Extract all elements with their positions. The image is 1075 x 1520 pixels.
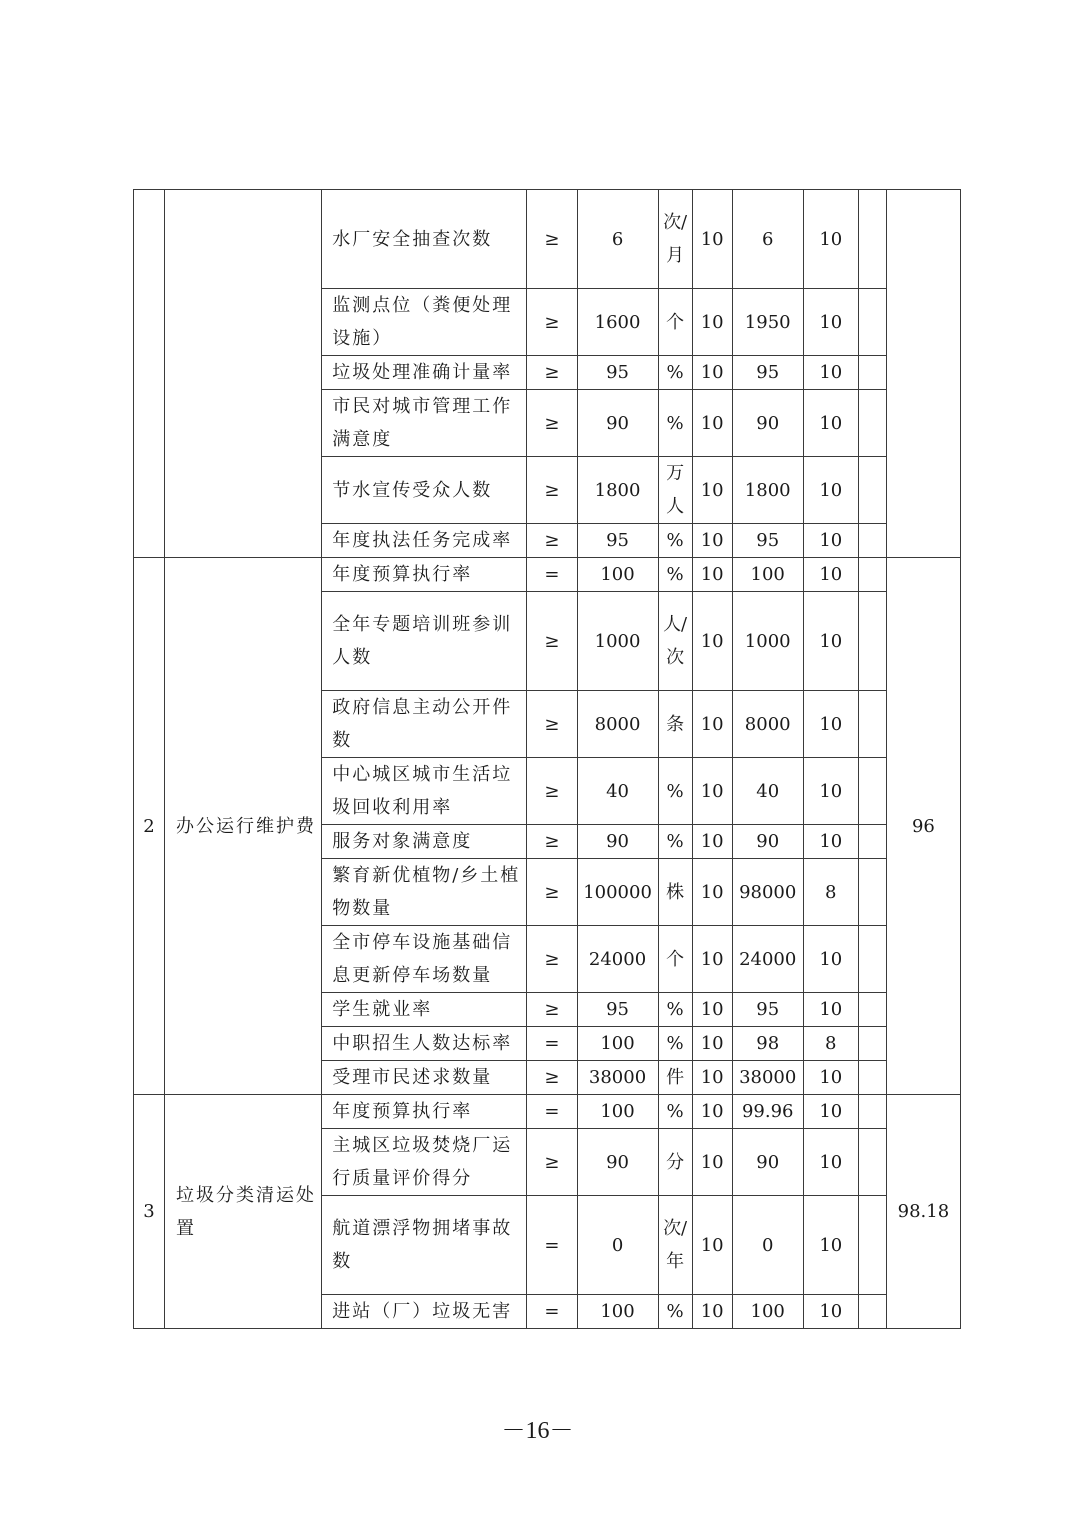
- actual-value-cell: 90: [732, 390, 803, 457]
- operator-cell: ≥: [527, 825, 577, 859]
- project-score-cell: 98.18: [886, 1095, 960, 1329]
- project-name-cell: 垃圾分类清运处置: [165, 1095, 322, 1329]
- target-value-cell: 100: [577, 558, 658, 592]
- table-row: [134, 190, 961, 289]
- indicator-cell: 进站（厂）垃圾无害: [322, 1295, 527, 1329]
- operator-cell: ≥: [527, 524, 577, 558]
- operator-cell: ≥: [527, 691, 577, 758]
- weight-cell: 10: [692, 859, 732, 926]
- target-value-cell: 95: [577, 993, 658, 1027]
- indicator-cell: 服务对象满意度: [322, 825, 527, 859]
- operator-cell: ≥: [527, 758, 577, 825]
- actual-value-cell: 1950: [732, 289, 803, 356]
- operator-cell: ≥: [527, 1129, 577, 1196]
- actual-value-cell: 100: [732, 558, 803, 592]
- note-cell: [858, 457, 886, 524]
- operator-cell: =: [527, 1196, 577, 1295]
- indicator-cell: 政府信息主动公开件数: [322, 691, 527, 758]
- unit-cell: 条: [658, 691, 692, 758]
- operator-cell: =: [527, 558, 577, 592]
- table-row: [134, 1095, 961, 1129]
- target-value-cell: 38000: [577, 1061, 658, 1095]
- actual-value-cell: 6: [732, 190, 803, 289]
- target-value-cell: 40: [577, 758, 658, 825]
- indicator-score-cell: 10: [803, 592, 858, 691]
- indicator-score-cell: 10: [803, 390, 858, 457]
- weight-cell: 10: [692, 1061, 732, 1095]
- actual-value-cell: 99.96: [732, 1095, 803, 1129]
- unit-cell: 株: [658, 859, 692, 926]
- target-value-cell: 100000: [577, 859, 658, 926]
- actual-value-cell: 90: [732, 1129, 803, 1196]
- weight-cell: 10: [692, 1295, 732, 1329]
- actual-value-cell: 95: [732, 993, 803, 1027]
- actual-value-cell: 24000: [732, 926, 803, 993]
- weight-cell: 10: [692, 1095, 732, 1129]
- actual-value-cell: 100: [732, 1295, 803, 1329]
- unit-cell: %: [658, 825, 692, 859]
- indicator-score-cell: 10: [803, 926, 858, 993]
- target-value-cell: 90: [577, 825, 658, 859]
- weight-cell: 10: [692, 356, 732, 390]
- note-cell: [858, 390, 886, 457]
- note-cell: [858, 825, 886, 859]
- indicator-cell: 监测点位（粪便处理设施）: [322, 289, 527, 356]
- table-row: [134, 558, 961, 592]
- note-cell: [858, 859, 886, 926]
- actual-value-cell: 98000: [732, 859, 803, 926]
- weight-cell: 10: [692, 190, 732, 289]
- weight-cell: 10: [692, 1027, 732, 1061]
- target-value-cell: 8000: [577, 691, 658, 758]
- operator-cell: ≥: [527, 190, 577, 289]
- actual-value-cell: 38000: [732, 1061, 803, 1095]
- weight-cell: 10: [692, 691, 732, 758]
- operator-cell: ≥: [527, 592, 577, 691]
- weight-cell: 10: [692, 926, 732, 993]
- indicator-score-cell: 10: [803, 289, 858, 356]
- unit-cell: 人/次: [658, 592, 692, 691]
- note-cell: [858, 1295, 886, 1329]
- weight-cell: 10: [692, 825, 732, 859]
- actual-value-cell: 0: [732, 1196, 803, 1295]
- actual-value-cell: 98: [732, 1027, 803, 1061]
- indicator-score-cell: 10: [803, 1061, 858, 1095]
- note-cell: [858, 993, 886, 1027]
- indicator-cell: 繁育新优植物/乡土植物数量: [322, 859, 527, 926]
- note-cell: [858, 758, 886, 825]
- indicator-score-cell: 10: [803, 758, 858, 825]
- unit-cell: %: [658, 993, 692, 1027]
- operator-cell: ≥: [527, 926, 577, 993]
- indicator-cell: 垃圾处理准确计量率: [322, 356, 527, 390]
- indicator-cell: 受理市民述求数量: [322, 1061, 527, 1095]
- note-cell: [858, 356, 886, 390]
- indicator-cell: 主城区垃圾焚烧厂运行质量评价得分: [322, 1129, 527, 1196]
- note-cell: [858, 1129, 886, 1196]
- target-value-cell: 1800: [577, 457, 658, 524]
- indicator-score-cell: 10: [803, 1129, 858, 1196]
- indicator-score-cell: 10: [803, 993, 858, 1027]
- group-number-cell: 2: [134, 558, 165, 1095]
- weight-cell: 10: [692, 758, 732, 825]
- note-cell: [858, 524, 886, 558]
- target-value-cell: 0: [577, 1196, 658, 1295]
- unit-cell: %: [658, 356, 692, 390]
- indicator-score-cell: 10: [803, 1196, 858, 1295]
- project-name-cell: [165, 190, 322, 558]
- indicator-cell: 节水宣传受众人数: [322, 457, 527, 524]
- weight-cell: 10: [692, 592, 732, 691]
- unit-cell: 个: [658, 289, 692, 356]
- operator-cell: ≥: [527, 993, 577, 1027]
- indicator-cell: 全年专题培训班参训人数: [322, 592, 527, 691]
- indicator-score-cell: 8: [803, 859, 858, 926]
- indicator-score-cell: 10: [803, 190, 858, 289]
- target-value-cell: 100: [577, 1027, 658, 1061]
- performance-table: [133, 189, 961, 1329]
- weight-cell: 10: [692, 289, 732, 356]
- note-cell: [858, 190, 886, 289]
- indicator-score-cell: 10: [803, 1295, 858, 1329]
- note-cell: [858, 289, 886, 356]
- operator-cell: =: [527, 1027, 577, 1061]
- project-score-cell: 96: [886, 558, 960, 1095]
- operator-cell: ≥: [527, 356, 577, 390]
- project-score-cell: [886, 190, 960, 558]
- actual-value-cell: 8000: [732, 691, 803, 758]
- actual-value-cell: 40: [732, 758, 803, 825]
- indicator-cell: 中心城区城市生活垃圾回收利用率: [322, 758, 527, 825]
- indicator-score-cell: 10: [803, 558, 858, 592]
- operator-cell: ≥: [527, 289, 577, 356]
- operator-cell: ≥: [527, 1061, 577, 1095]
- indicator-cell: 学生就业率: [322, 993, 527, 1027]
- unit-cell: %: [658, 758, 692, 825]
- unit-cell: 个: [658, 926, 692, 993]
- indicator-score-cell: 10: [803, 524, 858, 558]
- indicator-score-cell: 10: [803, 1095, 858, 1129]
- note-cell: [858, 1061, 886, 1095]
- indicator-cell: 中职招生人数达标率: [322, 1027, 527, 1061]
- note-cell: [858, 558, 886, 592]
- target-value-cell: 6: [577, 190, 658, 289]
- indicator-cell: 水厂安全抽查次数: [322, 190, 527, 289]
- operator-cell: ≥: [527, 859, 577, 926]
- weight-cell: 10: [692, 993, 732, 1027]
- unit-cell: %: [658, 1295, 692, 1329]
- note-cell: [858, 1196, 886, 1295]
- note-cell: [858, 1095, 886, 1129]
- target-value-cell: 1000: [577, 592, 658, 691]
- indicator-score-cell: 10: [803, 825, 858, 859]
- indicator-cell: 航道漂浮物拥堵事故数: [322, 1196, 527, 1295]
- note-cell: [858, 1027, 886, 1061]
- target-value-cell: 90: [577, 1129, 658, 1196]
- operator-cell: ≥: [527, 457, 577, 524]
- indicator-cell: 全市停车设施基础信息更新停车场数量: [322, 926, 527, 993]
- indicator-cell: 年度执法任务完成率: [322, 524, 527, 558]
- indicator-score-cell: 10: [803, 457, 858, 524]
- target-value-cell: 1600: [577, 289, 658, 356]
- unit-cell: 次/年: [658, 1196, 692, 1295]
- indicator-score-cell: 10: [803, 356, 858, 390]
- indicator-cell: 年度预算执行率: [322, 558, 527, 592]
- weight-cell: 10: [692, 558, 732, 592]
- group-number-cell: [134, 190, 165, 558]
- unit-cell: 分: [658, 1129, 692, 1196]
- weight-cell: 10: [692, 1129, 732, 1196]
- unit-cell: %: [658, 524, 692, 558]
- operator-cell: ≥: [527, 390, 577, 457]
- unit-cell: %: [658, 1027, 692, 1061]
- note-cell: [858, 691, 886, 758]
- weight-cell: 10: [692, 390, 732, 457]
- unit-cell: 万人: [658, 457, 692, 524]
- target-value-cell: 95: [577, 524, 658, 558]
- unit-cell: 次/月: [658, 190, 692, 289]
- weight-cell: 10: [692, 1196, 732, 1295]
- operator-cell: =: [527, 1295, 577, 1329]
- actual-value-cell: 90: [732, 825, 803, 859]
- group-number-cell: 3: [134, 1095, 165, 1329]
- target-value-cell: 90: [577, 390, 658, 457]
- project-name-cell: 办公运行维护费: [165, 558, 322, 1095]
- indicator-score-cell: 10: [803, 691, 858, 758]
- actual-value-cell: 1800: [732, 457, 803, 524]
- note-cell: [858, 592, 886, 691]
- unit-cell: 件: [658, 1061, 692, 1095]
- operator-cell: =: [527, 1095, 577, 1129]
- unit-cell: %: [658, 558, 692, 592]
- unit-cell: %: [658, 390, 692, 457]
- actual-value-cell: 95: [732, 524, 803, 558]
- weight-cell: 10: [692, 457, 732, 524]
- weight-cell: 10: [692, 524, 732, 558]
- page-number: －16－: [501, 1418, 574, 1444]
- note-cell: [858, 926, 886, 993]
- target-value-cell: 100: [577, 1295, 658, 1329]
- indicator-cell: 年度预算执行率: [322, 1095, 527, 1129]
- unit-cell: %: [658, 1095, 692, 1129]
- target-value-cell: 100: [577, 1095, 658, 1129]
- target-value-cell: 24000: [577, 926, 658, 993]
- indicator-score-cell: 8: [803, 1027, 858, 1061]
- target-value-cell: 95: [577, 356, 658, 390]
- indicator-cell: 市民对城市管理工作满意度: [322, 390, 527, 457]
- actual-value-cell: 95: [732, 356, 803, 390]
- actual-value-cell: 1000: [732, 592, 803, 691]
